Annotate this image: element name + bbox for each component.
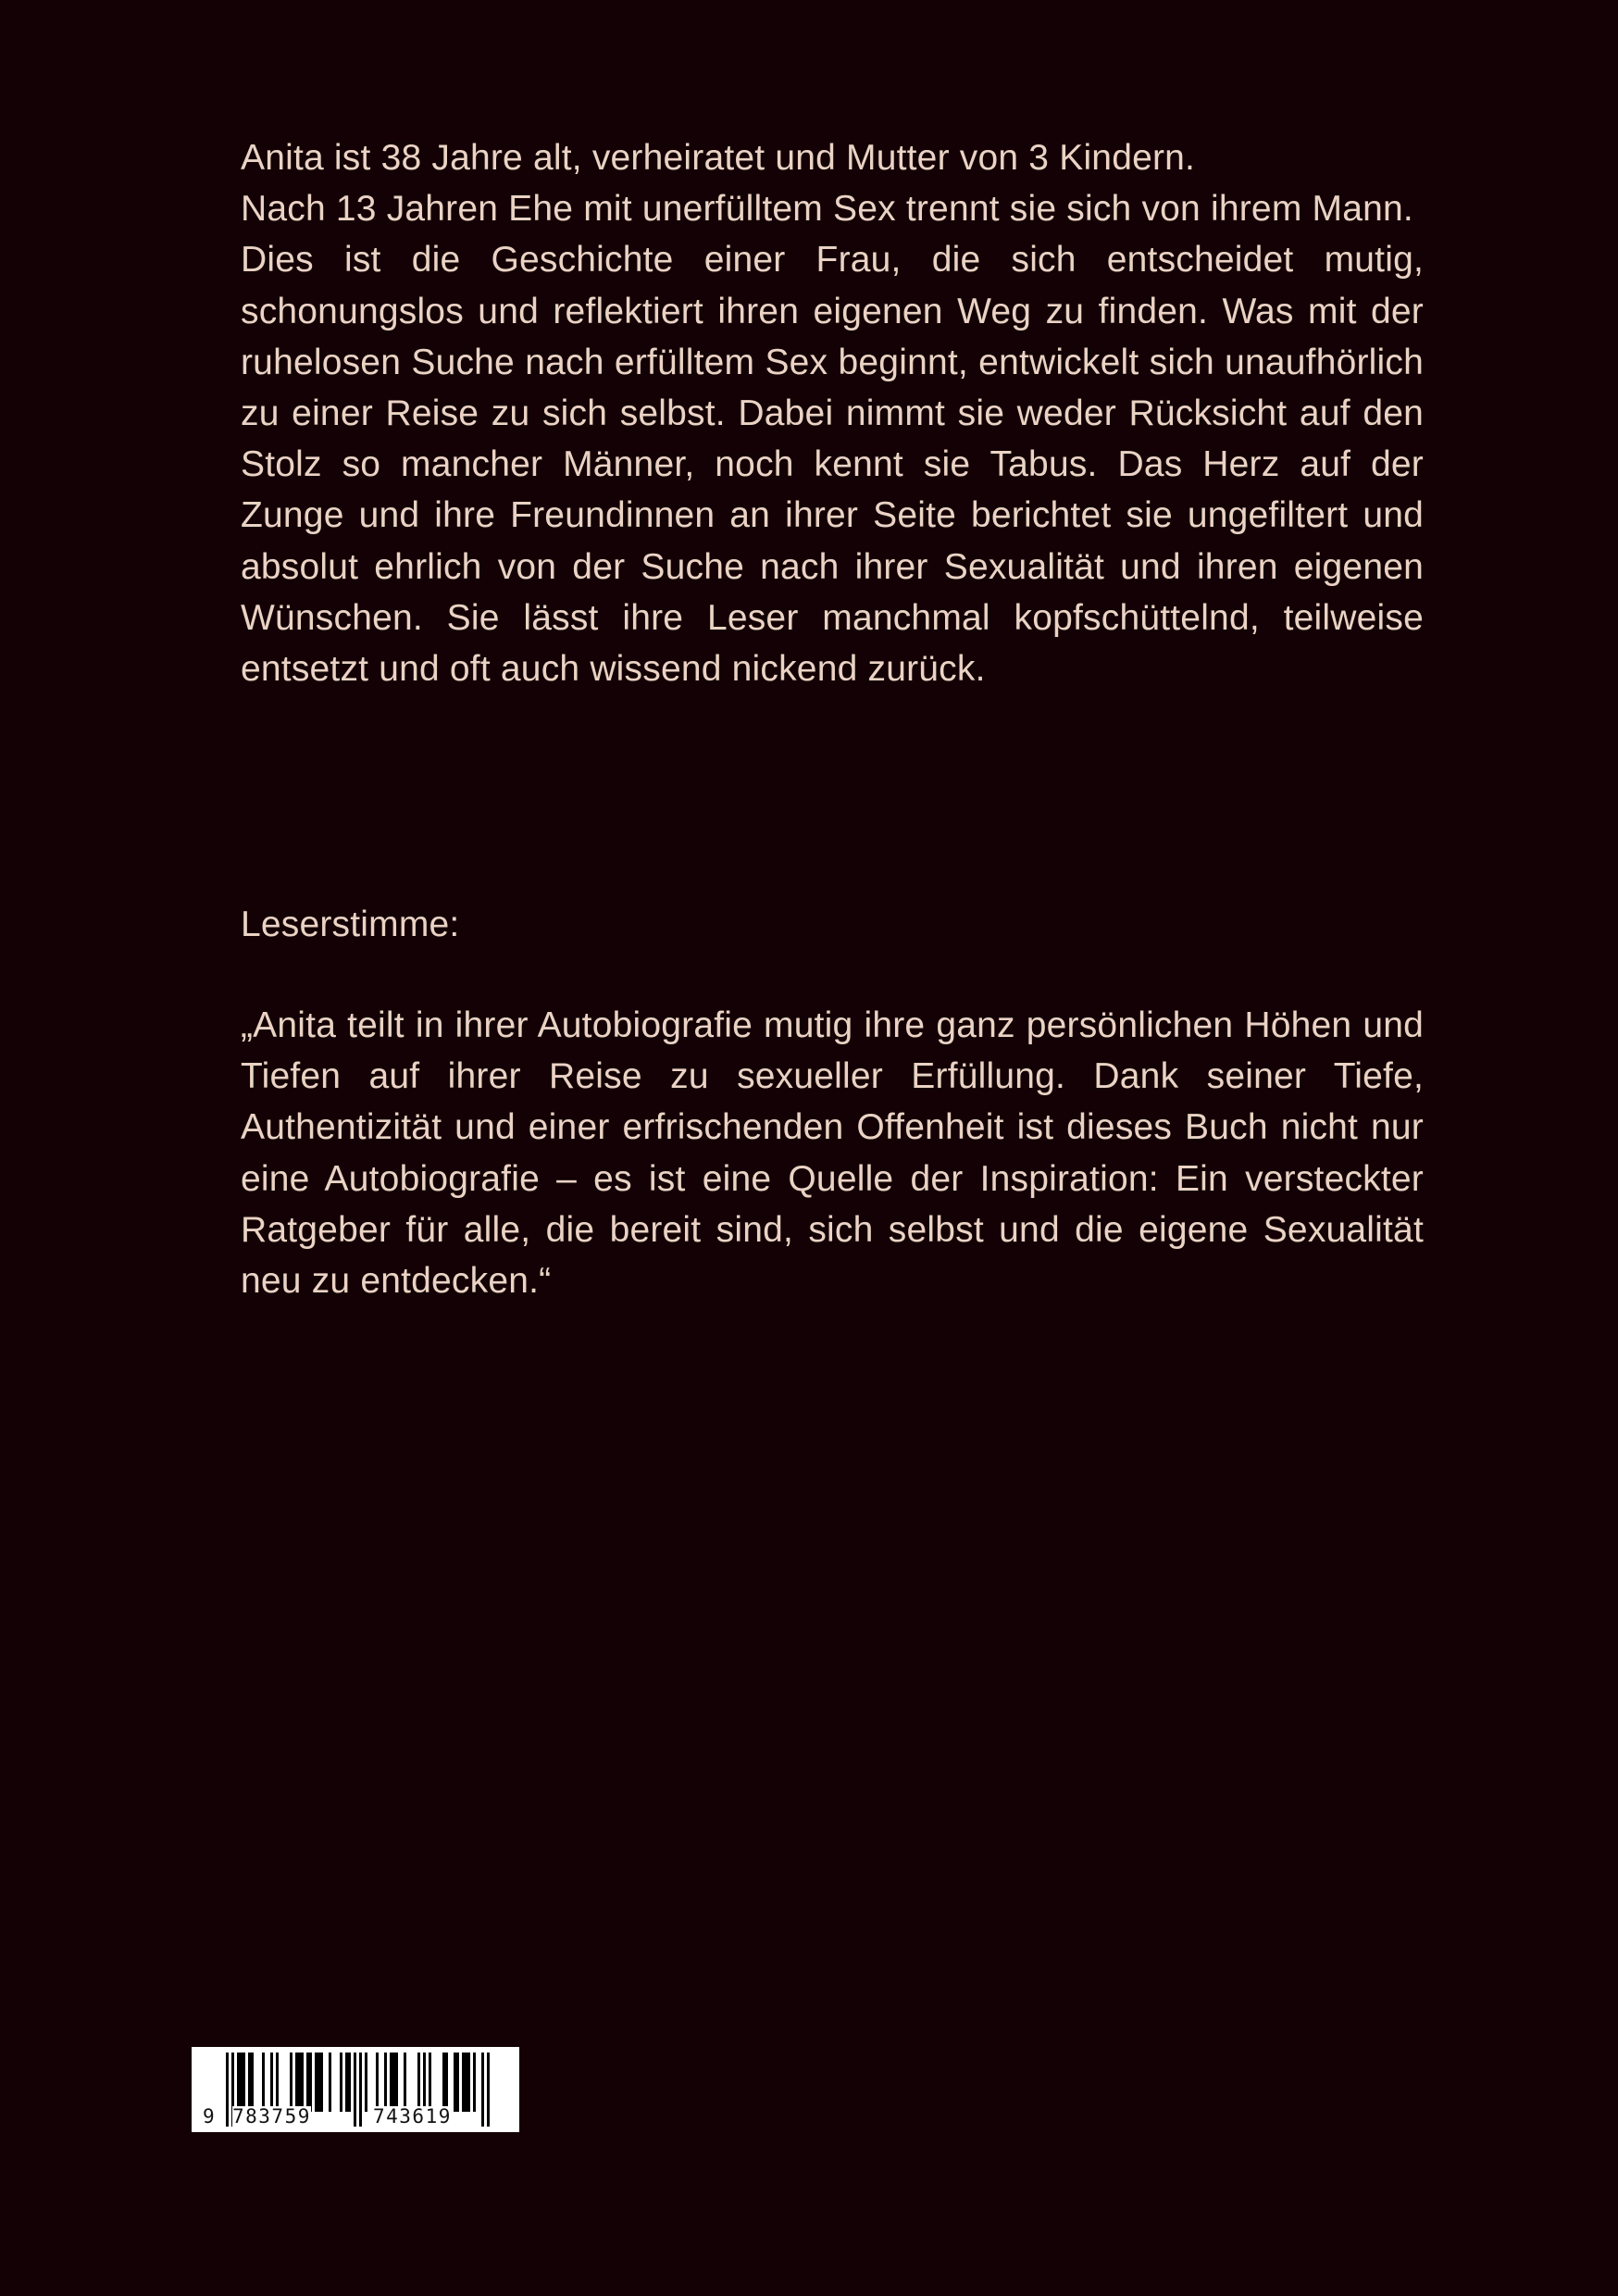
blurb-paragraph: Dies ist die Geschichte einer Frau, die sich entscheidet mutig, schonungslos und reflektiert ihren eigenen Weg zu finden. Was mit der ruhelosen Suche nach erfülltem Sex beginnt, entwickelt sich unaufhörlich zu einer Reise zu sich selbst. Dabei nimmt sie weder Rücksicht auf den Stolz so mancher Männer, noch kennt sie Tabus. Das Herz auf der Zunge und ihre Freundinnen an ihrer Seite berichtet sie ungefiltert und absolut ehrlich von der Suche nach ihrer Sexualität und ihren eigenen Wünschen. Sie lässt ihre Leser manchmal kopfschüttelnd, teilweise entsetzt und oft auch wissend nickend zurück. xyxy=(241,240,1424,690)
barcode-bar xyxy=(276,2053,279,2112)
barcode-bar xyxy=(315,2053,317,2112)
isbn-barcode xyxy=(192,2047,519,2132)
barcode-bar xyxy=(404,2053,406,2112)
barcode-bar xyxy=(462,2053,465,2112)
barcode-bar xyxy=(384,2053,387,2112)
barcode-first-digit: 9 xyxy=(203,2105,215,2128)
barcode-bar xyxy=(317,2053,320,2112)
barcode-bar xyxy=(390,2053,392,2112)
reader-review-quote xyxy=(241,1000,1424,1306)
barcode-bar xyxy=(365,2053,367,2112)
barcode-right-group: 743619 xyxy=(373,2105,452,2128)
barcode-bar xyxy=(473,2053,476,2112)
barcode-bar xyxy=(240,2053,243,2112)
barcode-bar xyxy=(417,2053,420,2112)
reader-review-label xyxy=(241,899,1424,950)
barcode-bar xyxy=(329,2053,331,2112)
blurb-text xyxy=(241,132,1424,694)
barcode-bar xyxy=(309,2053,312,2112)
barcode-bar xyxy=(262,2053,265,2112)
barcode-bar xyxy=(395,2053,398,2112)
barcode-bar xyxy=(345,2053,348,2112)
barcode-bar xyxy=(251,2053,254,2112)
barcode-digits xyxy=(192,2106,519,2127)
barcode-bar xyxy=(454,2053,456,2112)
barcode-bar xyxy=(445,2053,448,2112)
barcode-bar xyxy=(429,2053,431,2112)
barcode-bar xyxy=(306,2053,309,2112)
barcode-bar xyxy=(348,2053,351,2112)
barcode-bar xyxy=(301,2053,304,2112)
barcode-bar xyxy=(467,2053,470,2112)
barcode-bar xyxy=(290,2053,292,2112)
barcode-bar xyxy=(456,2053,459,2112)
barcode-bar xyxy=(423,2053,426,2112)
barcode-bar xyxy=(270,2053,273,2112)
reader-review-heading: Leserstimme: xyxy=(241,905,460,944)
barcode-bar xyxy=(320,2053,323,2112)
blurb-line-1: Anita ist 38 Jahre alt, verheiratet und Mutter von 3 Kindern. xyxy=(241,138,1196,178)
barcode-bar xyxy=(243,2053,245,2112)
barcode-bar xyxy=(298,2053,301,2112)
barcode-bar xyxy=(376,2053,379,2112)
barcode-bar xyxy=(237,2053,240,2112)
barcode-bar xyxy=(295,2053,298,2112)
barcode-bar xyxy=(465,2053,467,2112)
blurb-line-2: Nach 13 Jahren Ehe mit unerfülltem Sex trennt sie sich von ihrem Mann. xyxy=(241,189,1413,230)
barcode-left-group: 783759 xyxy=(232,2105,311,2128)
barcode-bar xyxy=(340,2053,342,2112)
barcode-bar xyxy=(392,2053,395,2112)
review-quote-text: „Anita teilt in ihrer Autobiografie mutig ihre ganz persönlichen Höhen und Tiefen auf ihrer Reise zu sexueller Erfüllung. Dank seiner Tiefe, Authentizität und einer erfrischenden Offenheit ist dieses Buch nicht nur eine Autobiografie – es ist eine Quelle der Inspiration: Ein versteckter Ratgeber für alle, die bereit sind, sich selbst und die eigene Sexualität neu zu entdecken.“ xyxy=(241,1005,1424,1302)
barcode-bar xyxy=(442,2053,445,2112)
barcode-bar xyxy=(248,2053,251,2112)
